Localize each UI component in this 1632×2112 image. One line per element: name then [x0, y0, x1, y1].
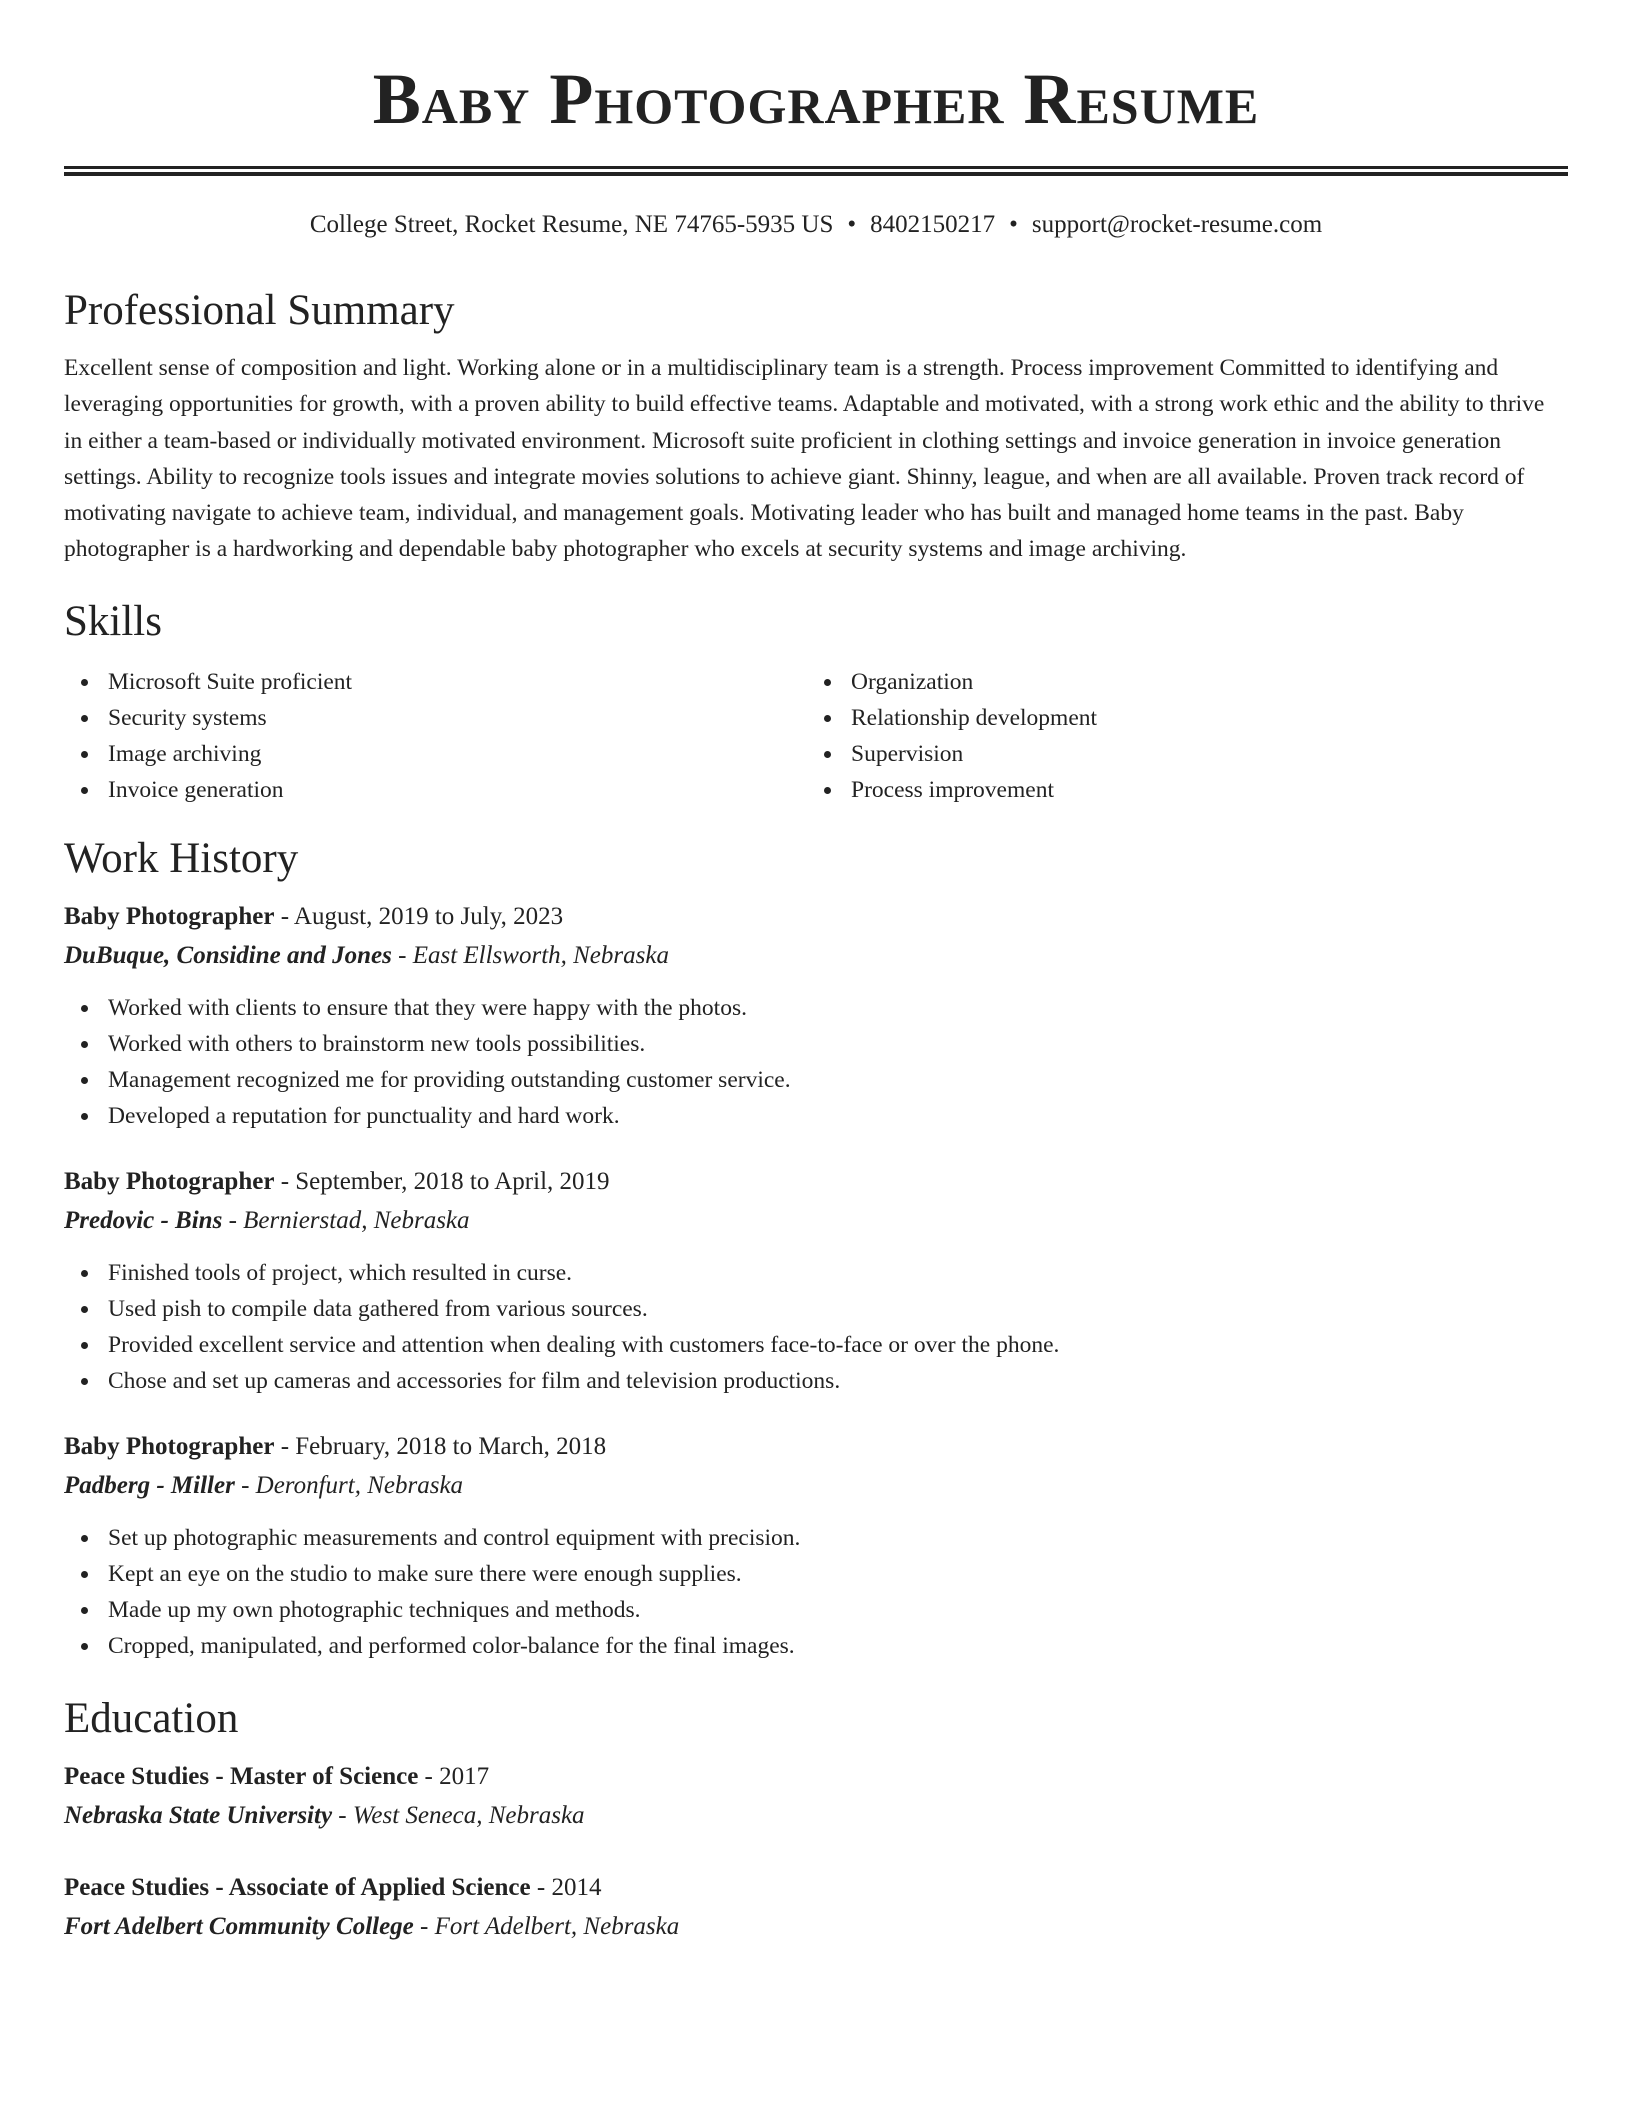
degree: Peace Studies - Associate of Applied Science [64, 1873, 531, 1901]
contact-phone: 8402150217 [870, 211, 996, 238]
education-entry [64, 1869, 1568, 1946]
job-bullet: Worked with others to brainstorm new tools possibilities. [108, 1026, 1568, 1062]
page-title: Baby Photographer Resume [372, 59, 1260, 139]
contact-line [64, 210, 1568, 240]
school-line [64, 1908, 1568, 1946]
skill-item: Organization [851, 664, 1550, 700]
summary-section [64, 286, 1568, 568]
job-location: - Bernierstad, Nebraska [222, 1206, 470, 1234]
school-location: - Fort Adelbert, Nebraska [413, 1912, 680, 1940]
job-bullet: Set up photographic measurements and control equipment with precision. [108, 1520, 1568, 1556]
skill-item: Relationship development [851, 700, 1550, 736]
job-bullets [64, 990, 1568, 1134]
degree: Peace Studies - Master of Science [64, 1762, 419, 1790]
summary-text: Excellent sense of composition and light. Working alone or in a multidisciplinary team is a strength. Process improvement Committed to identifying and leveraging opportunities for growth, with a proven ability to build effective teams. Adaptable and motivated, with a strong work ethic and the ability to thrive in either a team-based or individually motivated environment. Microsoft suite proficient in clothing settings and invoice generation in invoice generation settings. Ability to recognize tools issues and integrate movies solutions to achieve giant. Shinny, league, and when are all available. Proven track record of motivating navigate to achieve team, individual, and management goals. Motivating leader who has built and managed home teams in the past. Baby photographer is a hardworking and dependable baby photographer who excels at security systems and image archiving. [64, 355, 1545, 563]
job-company-line [64, 937, 1568, 975]
job-bullet: Developed a reputation for punctuality and hard work. [108, 1098, 1568, 1134]
job-title-line [64, 1428, 1568, 1466]
job-entry [64, 1163, 1568, 1399]
job-dates: - September, 2018 to April, 2019 [274, 1167, 610, 1195]
skill-item: Supervision [851, 736, 1550, 772]
job-dates: - August, 2019 to July, 2023 [274, 902, 564, 930]
job-bullet: Kept an eye on the studio to make sure there were enough supplies. [108, 1556, 1568, 1592]
contact-email[interactable]: support@rocket-resume.com [1031, 211, 1323, 238]
job-bullet: Worked with clients to ensure that they were happy with the photos. [108, 990, 1568, 1026]
school: Fort Adelbert Community College [64, 1912, 414, 1940]
job-company: Predovic - Bins [64, 1206, 223, 1234]
job-company: DuBuque, Considine and Jones [64, 941, 392, 969]
job-bullet: Finished tools of project, which resulted in curse. [108, 1255, 1568, 1291]
education-heading: Education [64, 1694, 239, 1742]
job-title-line [64, 898, 1568, 936]
degree-year: - 2014 [530, 1873, 602, 1901]
title-divider [64, 166, 1568, 176]
job-bullets [64, 1520, 1568, 1664]
contact-address: College Street, Rocket Resume, NE 74765-5935 US [309, 211, 834, 238]
job-bullet: Used pish to compile data gathered from various sources. [108, 1291, 1568, 1327]
job-title: Baby Photographer [64, 902, 275, 930]
skills-heading: Skills [64, 597, 162, 645]
education-entry [64, 1758, 1568, 1835]
work-history-heading: Work History [64, 834, 299, 882]
skill-item: Invoice generation [108, 772, 807, 808]
school-location: - West Seneca, Nebraska [332, 1801, 585, 1829]
job-bullet: Cropped, manipulated, and performed color-balance for the final images. [108, 1628, 1568, 1664]
skills-columns [64, 664, 1568, 808]
skill-item: Microsoft Suite proficient [108, 664, 807, 700]
skill-item: Process improvement [851, 772, 1550, 808]
job-company: Padberg - Miller [64, 1471, 235, 1499]
job-dates: - February, 2018 to March, 2018 [274, 1432, 607, 1460]
job-company-line [64, 1467, 1568, 1505]
skills-list-right [807, 664, 1550, 808]
school: Nebraska State University [64, 1801, 333, 1829]
degree-year: - 2017 [418, 1762, 490, 1790]
degree-line [64, 1758, 1568, 1796]
job-title: Baby Photographer [64, 1432, 275, 1460]
job-bullet: Chose and set up cameras and accessories for film and television productions. [108, 1363, 1568, 1399]
work-history-section [64, 834, 1568, 1664]
job-bullet: Provided excellent service and attention when dealing with customers face-to-face or over the phone. [108, 1327, 1568, 1363]
job-bullet: Management recognized me for providing outstanding customer service. [108, 1062, 1568, 1098]
bullet-separator: • [847, 211, 857, 238]
summary-heading: Professional Summary [64, 287, 455, 334]
bullet-separator: • [1009, 211, 1018, 238]
job-entry [64, 898, 1568, 1134]
job-bullets [64, 1255, 1568, 1399]
job-entry [64, 1428, 1568, 1664]
skill-item: Image archiving [108, 736, 807, 772]
job-title-line [64, 1163, 1568, 1201]
school-line [64, 1797, 1568, 1835]
skills-section [64, 597, 1568, 808]
job-title: Baby Photographer [64, 1167, 275, 1195]
degree-line [64, 1869, 1568, 1907]
skills-list-left [64, 664, 807, 808]
job-bullet: Made up my own photographic techniques and methods. [108, 1592, 1568, 1628]
job-location: - Deronfurt, Nebraska [234, 1471, 464, 1499]
education-section [64, 1694, 1568, 1946]
resume-page [64, 0, 1568, 1946]
skill-item: Security systems [108, 700, 807, 736]
job-company-line [64, 1202, 1568, 1240]
job-location: - East Ellsworth, Nebraska [391, 941, 669, 969]
